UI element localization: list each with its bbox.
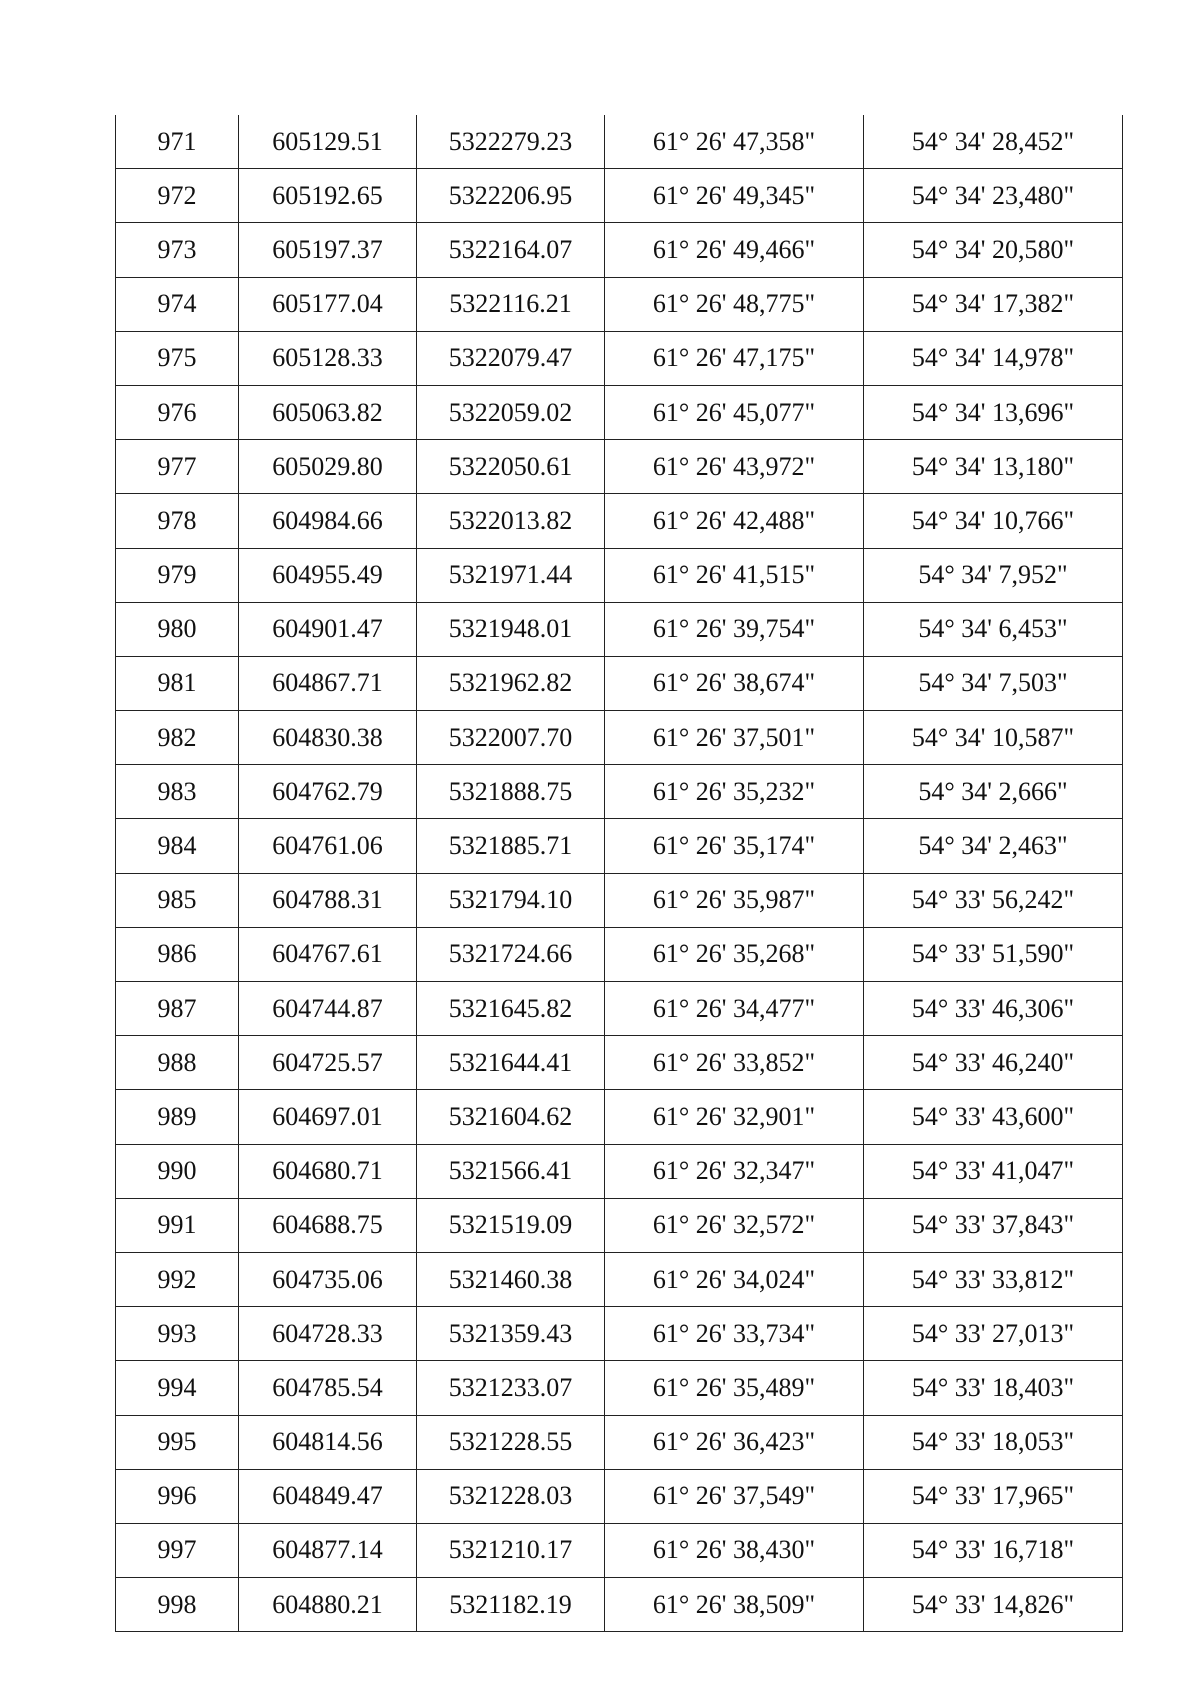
x-coordinate-cell: 605029.80 xyxy=(239,440,417,494)
y-coordinate-cell: 5321228.03 xyxy=(417,1469,605,1523)
longitude-cell: 61° 26' 37,501" xyxy=(605,711,864,765)
latitude-cell: 54° 34' 6,453" xyxy=(864,602,1123,656)
latitude-cell: 54° 34' 2,463" xyxy=(864,819,1123,873)
latitude-cell: 54° 34' 7,503" xyxy=(864,656,1123,710)
latitude-cell: 54° 34' 17,382" xyxy=(864,277,1123,331)
table-row xyxy=(116,656,1123,710)
coordinates-table xyxy=(115,115,1123,1632)
table-row xyxy=(116,548,1123,602)
point-number-cell: 989 xyxy=(116,1090,239,1144)
y-coordinate-cell: 5321724.66 xyxy=(417,927,605,981)
point-number-cell: 977 xyxy=(116,440,239,494)
table-row xyxy=(116,602,1123,656)
latitude-cell: 54° 34' 23,480" xyxy=(864,169,1123,223)
latitude-cell: 54° 33' 16,718" xyxy=(864,1523,1123,1577)
table-row xyxy=(116,1307,1123,1361)
x-coordinate-cell: 604762.79 xyxy=(239,765,417,819)
point-number-cell: 982 xyxy=(116,711,239,765)
table-row xyxy=(116,331,1123,385)
table-row xyxy=(116,819,1123,873)
longitude-cell: 61° 26' 48,775" xyxy=(605,277,864,331)
latitude-cell: 54° 34' 14,978" xyxy=(864,331,1123,385)
longitude-cell: 61° 26' 45,077" xyxy=(605,385,864,439)
point-number-cell: 972 xyxy=(116,169,239,223)
table-row xyxy=(116,223,1123,277)
x-coordinate-cell: 604761.06 xyxy=(239,819,417,873)
latitude-cell: 54° 33' 46,306" xyxy=(864,982,1123,1036)
table-row xyxy=(116,1523,1123,1577)
table-row xyxy=(116,169,1123,223)
longitude-cell: 61° 26' 38,430" xyxy=(605,1523,864,1577)
latitude-cell: 54° 33' 17,965" xyxy=(864,1469,1123,1523)
longitude-cell: 61° 26' 35,268" xyxy=(605,927,864,981)
y-coordinate-cell: 5321519.09 xyxy=(417,1198,605,1252)
longitude-cell: 61° 26' 32,572" xyxy=(605,1198,864,1252)
y-coordinate-cell: 5322050.61 xyxy=(417,440,605,494)
point-number-cell: 985 xyxy=(116,873,239,927)
latitude-cell: 54° 33' 33,812" xyxy=(864,1252,1123,1306)
latitude-cell: 54° 34' 2,666" xyxy=(864,765,1123,819)
point-number-cell: 976 xyxy=(116,385,239,439)
latitude-cell: 54° 33' 51,590" xyxy=(864,927,1123,981)
table-row xyxy=(116,1090,1123,1144)
y-coordinate-cell: 5322164.07 xyxy=(417,223,605,277)
table-row xyxy=(116,1144,1123,1198)
latitude-cell: 54° 33' 37,843" xyxy=(864,1198,1123,1252)
x-coordinate-cell: 605129.51 xyxy=(239,115,417,169)
x-coordinate-cell: 604877.14 xyxy=(239,1523,417,1577)
y-coordinate-cell: 5321644.41 xyxy=(417,1036,605,1090)
table-row xyxy=(116,1252,1123,1306)
x-coordinate-cell: 604688.75 xyxy=(239,1198,417,1252)
latitude-cell: 54° 33' 43,600" xyxy=(864,1090,1123,1144)
table-row xyxy=(116,1415,1123,1469)
point-number-cell: 975 xyxy=(116,331,239,385)
longitude-cell: 61° 26' 35,489" xyxy=(605,1361,864,1415)
longitude-cell: 61° 26' 32,901" xyxy=(605,1090,864,1144)
y-coordinate-cell: 5321604.62 xyxy=(417,1090,605,1144)
longitude-cell: 61° 26' 41,515" xyxy=(605,548,864,602)
y-coordinate-cell: 5321645.82 xyxy=(417,982,605,1036)
point-number-cell: 991 xyxy=(116,1198,239,1252)
point-number-cell: 995 xyxy=(116,1415,239,1469)
table-row xyxy=(116,1361,1123,1415)
table-row xyxy=(116,765,1123,819)
y-coordinate-cell: 5321182.19 xyxy=(417,1578,605,1632)
latitude-cell: 54° 34' 10,766" xyxy=(864,494,1123,548)
x-coordinate-cell: 605197.37 xyxy=(239,223,417,277)
point-number-cell: 998 xyxy=(116,1578,239,1632)
x-coordinate-cell: 605192.65 xyxy=(239,169,417,223)
table-row xyxy=(116,1198,1123,1252)
y-coordinate-cell: 5321460.38 xyxy=(417,1252,605,1306)
latitude-cell: 54° 33' 14,826" xyxy=(864,1578,1123,1632)
longitude-cell: 61° 26' 37,549" xyxy=(605,1469,864,1523)
x-coordinate-cell: 604680.71 xyxy=(239,1144,417,1198)
y-coordinate-cell: 5321971.44 xyxy=(417,548,605,602)
point-number-cell: 988 xyxy=(116,1036,239,1090)
latitude-cell: 54° 34' 13,696" xyxy=(864,385,1123,439)
table-row xyxy=(116,1469,1123,1523)
y-coordinate-cell: 5322206.95 xyxy=(417,169,605,223)
x-coordinate-cell: 604785.54 xyxy=(239,1361,417,1415)
x-coordinate-cell: 604728.33 xyxy=(239,1307,417,1361)
table-row xyxy=(116,1036,1123,1090)
longitude-cell: 61° 26' 38,509" xyxy=(605,1578,864,1632)
point-number-cell: 978 xyxy=(116,494,239,548)
y-coordinate-cell: 5322013.82 xyxy=(417,494,605,548)
x-coordinate-cell: 604880.21 xyxy=(239,1578,417,1632)
y-coordinate-cell: 5322079.47 xyxy=(417,331,605,385)
point-number-cell: 987 xyxy=(116,982,239,1036)
y-coordinate-cell: 5321885.71 xyxy=(417,819,605,873)
y-coordinate-cell: 5321228.55 xyxy=(417,1415,605,1469)
x-coordinate-cell: 604697.01 xyxy=(239,1090,417,1144)
table-row xyxy=(116,440,1123,494)
longitude-cell: 61° 26' 33,734" xyxy=(605,1307,864,1361)
table-row xyxy=(116,385,1123,439)
longitude-cell: 61° 26' 43,972" xyxy=(605,440,864,494)
y-coordinate-cell: 5321359.43 xyxy=(417,1307,605,1361)
point-number-cell: 986 xyxy=(116,927,239,981)
y-coordinate-cell: 5321233.07 xyxy=(417,1361,605,1415)
longitude-cell: 61° 26' 36,423" xyxy=(605,1415,864,1469)
table-row xyxy=(116,277,1123,331)
x-coordinate-cell: 604725.57 xyxy=(239,1036,417,1090)
y-coordinate-cell: 5321794.10 xyxy=(417,873,605,927)
longitude-cell: 61° 26' 47,358" xyxy=(605,115,864,169)
point-number-cell: 974 xyxy=(116,277,239,331)
y-coordinate-cell: 5321962.82 xyxy=(417,656,605,710)
x-coordinate-cell: 604984.66 xyxy=(239,494,417,548)
point-number-cell: 971 xyxy=(116,115,239,169)
latitude-cell: 54° 33' 27,013" xyxy=(864,1307,1123,1361)
point-number-cell: 993 xyxy=(116,1307,239,1361)
longitude-cell: 61° 26' 39,754" xyxy=(605,602,864,656)
point-number-cell: 979 xyxy=(116,548,239,602)
longitude-cell: 61° 26' 32,347" xyxy=(605,1144,864,1198)
latitude-cell: 54° 33' 18,403" xyxy=(864,1361,1123,1415)
y-coordinate-cell: 5321210.17 xyxy=(417,1523,605,1577)
point-number-cell: 980 xyxy=(116,602,239,656)
x-coordinate-cell: 604788.31 xyxy=(239,873,417,927)
point-number-cell: 981 xyxy=(116,656,239,710)
x-coordinate-cell: 604744.87 xyxy=(239,982,417,1036)
latitude-cell: 54° 33' 18,053" xyxy=(864,1415,1123,1469)
y-coordinate-cell: 5322059.02 xyxy=(417,385,605,439)
point-number-cell: 983 xyxy=(116,765,239,819)
longitude-cell: 61° 26' 34,477" xyxy=(605,982,864,1036)
longitude-cell: 61° 26' 35,174" xyxy=(605,819,864,873)
table-row xyxy=(116,711,1123,765)
point-number-cell: 997 xyxy=(116,1523,239,1577)
x-coordinate-cell: 604867.71 xyxy=(239,656,417,710)
point-number-cell: 996 xyxy=(116,1469,239,1523)
y-coordinate-cell: 5322007.70 xyxy=(417,711,605,765)
latitude-cell: 54° 34' 20,580" xyxy=(864,223,1123,277)
longitude-cell: 61° 26' 35,232" xyxy=(605,765,864,819)
y-coordinate-cell: 5322116.21 xyxy=(417,277,605,331)
table-row xyxy=(116,982,1123,1036)
longitude-cell: 61° 26' 42,488" xyxy=(605,494,864,548)
longitude-cell: 61° 26' 47,175" xyxy=(605,331,864,385)
table-row xyxy=(116,494,1123,548)
latitude-cell: 54° 34' 10,587" xyxy=(864,711,1123,765)
longitude-cell: 61° 26' 34,024" xyxy=(605,1252,864,1306)
y-coordinate-cell: 5321566.41 xyxy=(417,1144,605,1198)
y-coordinate-cell: 5321948.01 xyxy=(417,602,605,656)
table-row xyxy=(116,927,1123,981)
longitude-cell: 61° 26' 49,466" xyxy=(605,223,864,277)
longitude-cell: 61° 26' 35,987" xyxy=(605,873,864,927)
x-coordinate-cell: 605128.33 xyxy=(239,331,417,385)
longitude-cell: 61° 26' 38,674" xyxy=(605,656,864,710)
point-number-cell: 990 xyxy=(116,1144,239,1198)
latitude-cell: 54° 33' 41,047" xyxy=(864,1144,1123,1198)
x-coordinate-cell: 604830.38 xyxy=(239,711,417,765)
coordinates-table-body xyxy=(116,115,1123,1632)
x-coordinate-cell: 604814.56 xyxy=(239,1415,417,1469)
x-coordinate-cell: 604901.47 xyxy=(239,602,417,656)
table-row xyxy=(116,1578,1123,1632)
point-number-cell: 992 xyxy=(116,1252,239,1306)
y-coordinate-cell: 5322279.23 xyxy=(417,115,605,169)
table-row xyxy=(116,873,1123,927)
table-row xyxy=(116,115,1123,169)
latitude-cell: 54° 33' 46,240" xyxy=(864,1036,1123,1090)
x-coordinate-cell: 604955.49 xyxy=(239,548,417,602)
x-coordinate-cell: 605063.82 xyxy=(239,385,417,439)
x-coordinate-cell: 604849.47 xyxy=(239,1469,417,1523)
latitude-cell: 54° 34' 13,180" xyxy=(864,440,1123,494)
latitude-cell: 54° 34' 7,952" xyxy=(864,548,1123,602)
point-number-cell: 984 xyxy=(116,819,239,873)
longitude-cell: 61° 26' 33,852" xyxy=(605,1036,864,1090)
x-coordinate-cell: 604767.61 xyxy=(239,927,417,981)
point-number-cell: 973 xyxy=(116,223,239,277)
x-coordinate-cell: 604735.06 xyxy=(239,1252,417,1306)
latitude-cell: 54° 33' 56,242" xyxy=(864,873,1123,927)
point-number-cell: 994 xyxy=(116,1361,239,1415)
latitude-cell: 54° 34' 28,452" xyxy=(864,115,1123,169)
y-coordinate-cell: 5321888.75 xyxy=(417,765,605,819)
x-coordinate-cell: 605177.04 xyxy=(239,277,417,331)
longitude-cell: 61° 26' 49,345" xyxy=(605,169,864,223)
